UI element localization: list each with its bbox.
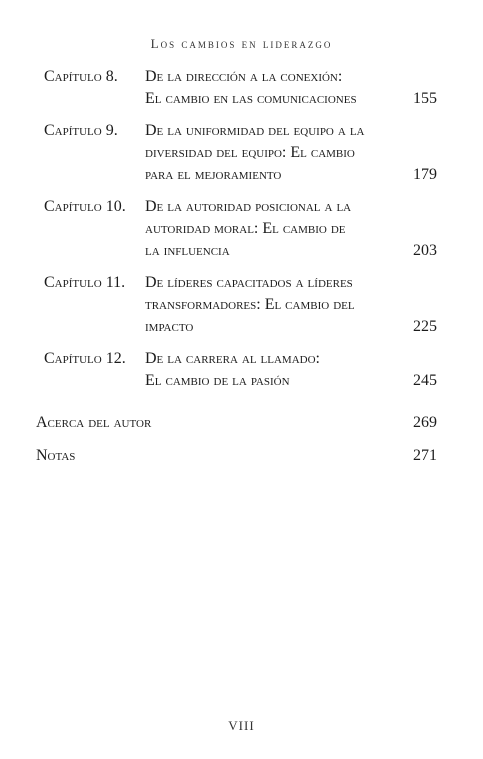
running-head: Los cambios en liderazgo [150, 36, 333, 51]
chapter-title-line: De la uniformidad del equipo a la [145, 122, 365, 139]
chapter-label: Capítulo 8. [44, 68, 118, 85]
chapter-title [145, 66, 395, 110]
chapter-title-line: transformadores: El cambio del [145, 296, 355, 313]
chapter-title-line: para el mejoramiento [145, 166, 282, 183]
chapter-label: Capítulo 9. [44, 122, 118, 139]
chapter-title [145, 272, 395, 338]
page-number: 269 [413, 414, 437, 431]
chapter-title [145, 120, 395, 186]
chapter-title-line: De líderes capacitados a líderes [145, 274, 353, 291]
back-matter-label: Notas [36, 447, 76, 464]
page-number: 179 [413, 166, 437, 183]
toc-entry-about-author[interactable] [0, 412, 483, 434]
page-number: 155 [413, 90, 437, 107]
chapter-label: Capítulo 12. [44, 350, 126, 367]
chapter-title [145, 348, 395, 392]
toc-entry-chapter-10[interactable] [0, 196, 483, 262]
page-number: 245 [413, 372, 437, 389]
toc-entry-chapter-12[interactable] [0, 348, 483, 392]
chapter-title-line: El cambio de la pasión [145, 372, 290, 389]
chapter-title-line: autoridad moral: El cambio de [145, 220, 346, 237]
page-number: 225 [413, 318, 437, 335]
chapter-title-line: De la dirección a la conexión: [145, 68, 343, 85]
chapter-title-line: la influencia [145, 242, 230, 259]
toc-entry-chapter-8[interactable] [0, 66, 483, 110]
table-of-contents [0, 66, 483, 467]
chapter-title-line: impacto [145, 318, 194, 335]
chapter-title-line: El cambio en las comunicaciones [145, 90, 357, 107]
chapter-title-line: diversidad del equipo: El cambio [145, 144, 355, 161]
back-matter-label: Acerca del autor [36, 414, 152, 431]
chapter-title [145, 196, 395, 262]
toc-entry-notes[interactable] [0, 445, 483, 467]
toc-entry-chapter-11[interactable] [0, 272, 483, 338]
toc-entry-chapter-9[interactable] [0, 120, 483, 186]
folio-page-number: VIII [228, 718, 255, 733]
page-number: 271 [413, 447, 437, 464]
chapter-title-line: De la autoridad posicional a la [145, 198, 352, 215]
chapter-label: Capítulo 10. [44, 198, 126, 215]
chapter-title-line: De la carrera al llamado: [145, 350, 320, 367]
page-number: 203 [413, 242, 437, 259]
chapter-label: Capítulo 11. [44, 274, 126, 291]
